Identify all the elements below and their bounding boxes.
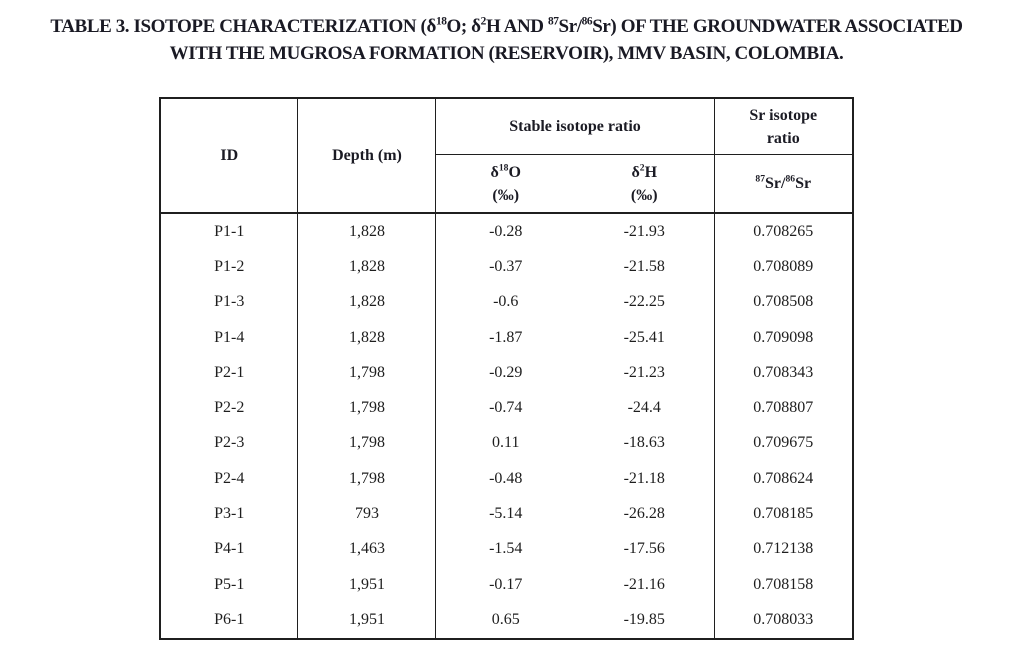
- table-header: [160, 98, 853, 213]
- caption-text-segment: O; δ: [446, 16, 481, 37]
- cell-d2h: -22.25: [575, 285, 714, 320]
- caption-superscript: 18: [435, 15, 447, 28]
- cell-d18o: -0.17: [489, 575, 523, 593]
- d18o-unit: (‰): [492, 186, 520, 204]
- cell-sr: 0.708265: [753, 222, 814, 240]
- cell-depth: 1,828: [298, 320, 436, 355]
- cell-depth: 1,828: [298, 249, 436, 284]
- cell-depth: 1,828: [298, 213, 436, 249]
- d2h-unit: (‰): [630, 186, 658, 204]
- cell-d18o: -1.54: [489, 540, 523, 558]
- cell-d18o: -0.74: [489, 399, 523, 417]
- d18o-symbol: $\delta^{18}O$: [490, 162, 521, 181]
- cell-d2h: -21.16: [575, 567, 714, 602]
- cell-sr: 0.708185: [753, 505, 814, 523]
- cell-sr: 0.708508: [753, 293, 814, 311]
- cell-d2h: -21.58: [575, 249, 714, 284]
- cell-id: P2-3: [160, 426, 298, 461]
- table-caption: [0, 0, 1013, 67]
- col-header-sr-ratio: [714, 155, 853, 214]
- caption-text-segment: TABLE 3. ISOTOPE CHARACTERIZATION (δ: [50, 16, 436, 37]
- cell-id: P1-4: [160, 320, 298, 355]
- cell-d18o: -0.29: [489, 363, 523, 381]
- cell-id: P4-1: [160, 532, 298, 567]
- cell-d18o: 0.65: [491, 610, 520, 628]
- cell-d2h: -21.23: [575, 355, 714, 390]
- cell-id: P2-1: [160, 355, 298, 390]
- cell-d2h: -17.56: [575, 532, 714, 567]
- table-row: [160, 390, 853, 425]
- table-row: [160, 249, 853, 284]
- cell-depth: 1,951: [298, 567, 436, 602]
- col-header-d18o: [436, 155, 575, 214]
- cell-sr: 0.708807: [753, 399, 814, 417]
- cell-depth: 1,828: [298, 285, 436, 320]
- cell-d18o: -0.48: [489, 469, 523, 487]
- cell-depth: 1,798: [298, 355, 436, 390]
- cell-d2h: -21.93: [575, 213, 714, 249]
- table-row: [160, 213, 853, 249]
- cell-d2h: -18.63: [575, 426, 714, 461]
- cell-id: P6-1: [160, 602, 298, 638]
- table-row: [160, 320, 853, 355]
- cell-sr: 0.709098: [753, 328, 814, 346]
- cell-d18o: -1.87: [489, 328, 523, 346]
- cell-d2h: -19.85: [575, 602, 714, 638]
- table-row: [160, 532, 853, 567]
- cell-id: P3-1: [160, 496, 298, 531]
- cell-depth: 1,798: [298, 426, 436, 461]
- col-header-id: ID: [160, 98, 298, 213]
- cell-id: P5-1: [160, 567, 298, 602]
- table-row: [160, 496, 853, 531]
- col-header-depth: Depth (m): [298, 98, 436, 213]
- caption-superscript: 2: [480, 15, 486, 28]
- cell-d2h: -21.18: [575, 461, 714, 496]
- cell-id: P1-1: [160, 213, 298, 249]
- table-row: [160, 602, 853, 638]
- table-row: [160, 461, 853, 496]
- isotope-table: [159, 97, 854, 640]
- table-row: [160, 285, 853, 320]
- cell-depth: 1,798: [298, 390, 436, 425]
- table-row: [160, 426, 853, 461]
- table-caption-line2: WITH THE MUGROSA FORMATION (RESERVOIR), MMV BASIN, COLOMBIA.: [169, 43, 844, 64]
- table-caption-line1: [0, 13, 1013, 40]
- cell-d18o: -0.6: [493, 293, 519, 311]
- cell-d2h: -24.4: [575, 390, 714, 425]
- caption-text-segment: H AND: [485, 16, 548, 37]
- table-row: [160, 355, 853, 390]
- cell-depth: 1,798: [298, 461, 436, 496]
- table-row: [160, 567, 853, 602]
- cell-d18o: -0.37: [489, 257, 523, 275]
- cell-d18o: -0.28: [489, 222, 523, 240]
- cell-sr: 0.712138: [753, 540, 814, 558]
- cell-sr: 0.708089: [753, 257, 814, 275]
- cell-sr: 0.708033: [753, 610, 814, 628]
- table-body: [160, 213, 853, 639]
- cell-depth: 1,951: [298, 602, 436, 638]
- sr-ratio-symbol: $^{87}$Sr/$^{86}$Sr: [755, 173, 812, 192]
- cell-depth: 1,463: [298, 532, 436, 567]
- cell-d18o: -5.14: [489, 505, 523, 523]
- cell-id: P1-2: [160, 249, 298, 284]
- header-row-groups: [160, 98, 853, 155]
- cell-id: P2-2: [160, 390, 298, 425]
- caption-superscript: 87: [547, 15, 559, 28]
- cell-sr: 0.708343: [753, 363, 814, 381]
- caption-superscript: 86: [581, 15, 593, 28]
- sr-group-label: Sr isotope ratio: [749, 106, 818, 147]
- cell-sr: 0.708158: [753, 575, 814, 593]
- cell-d2h: -25.41: [575, 320, 714, 355]
- caption-text-segment: Sr) OF THE GROUNDWATER ASSOCIATED: [592, 16, 963, 37]
- col-group-stable-isotope: Stable isotope ratio: [436, 98, 714, 155]
- cell-d18o: 0.11: [492, 434, 520, 452]
- cell-id: P1-3: [160, 285, 298, 320]
- cell-depth: 793: [298, 496, 436, 531]
- col-group-sr-isotope: [714, 98, 853, 155]
- d2h-symbol: $\delta^2H$: [631, 162, 658, 181]
- cell-sr: 0.709675: [753, 434, 814, 452]
- cell-d2h: -26.28: [575, 496, 714, 531]
- cell-sr: 0.708624: [753, 469, 814, 487]
- cell-id: P2-4: [160, 461, 298, 496]
- caption-text-segment: Sr/: [558, 16, 582, 37]
- col-header-d2h: [575, 155, 714, 214]
